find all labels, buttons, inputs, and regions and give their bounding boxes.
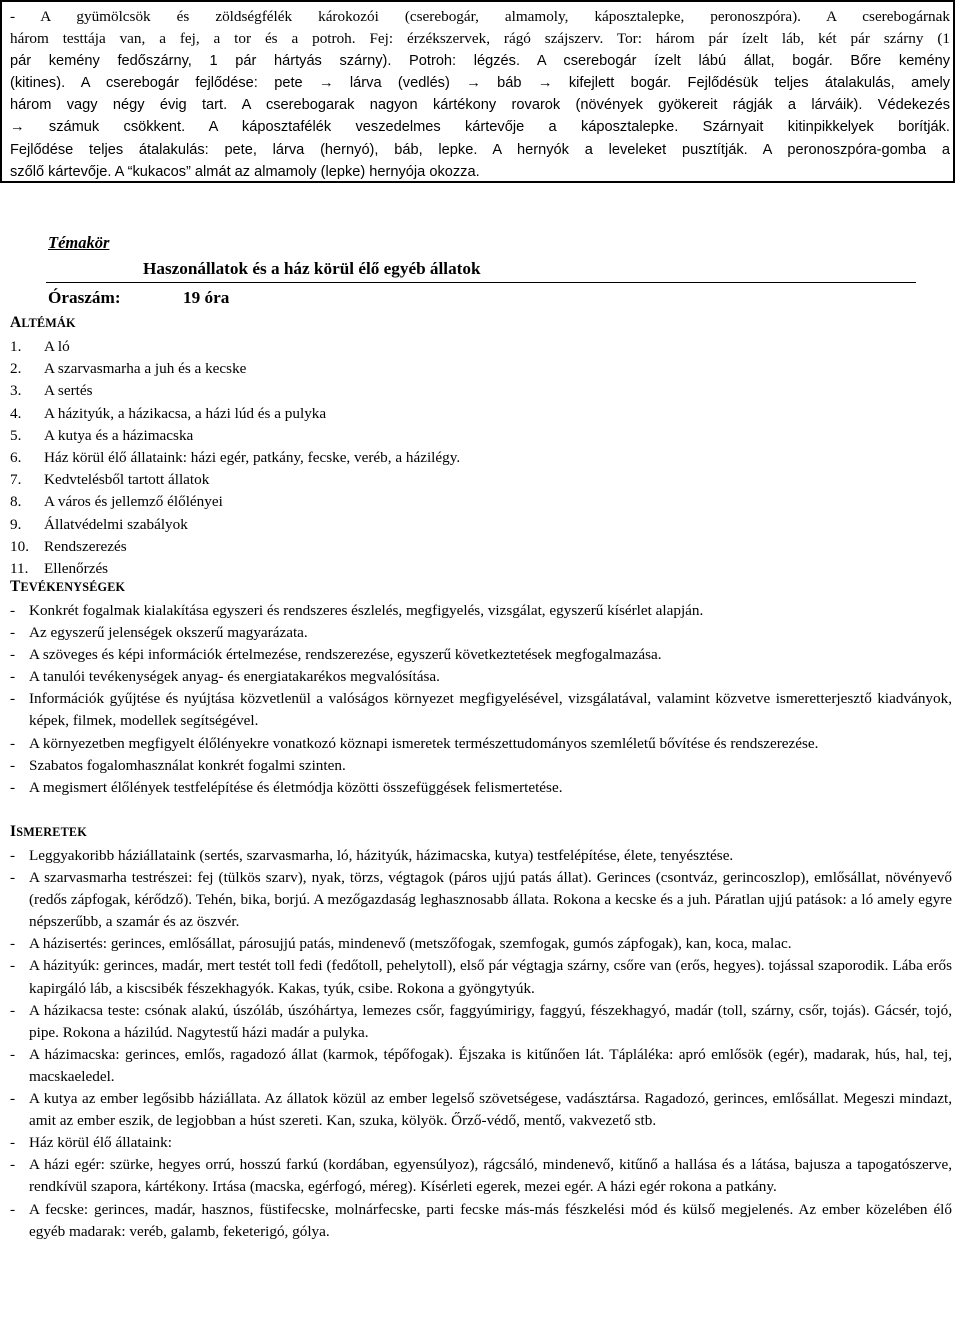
list-item xyxy=(10,514,460,536)
list-item xyxy=(10,380,460,402)
list-item xyxy=(10,558,460,580)
list-item: - Leggyakoribb háziállataink (sertés, szarvasmarha, ló, házityúk, házimacska, kutya) testfelépítése, élete, tenyésztése. xyxy=(10,845,952,867)
list-item: - A megismert élőlények testfelépítése és életmódja közötti összefüggések felismertetése. xyxy=(10,777,952,799)
list-item: - A házityúk: gerinces, madár, mert testét toll fedi (fedőtoll, pehelytoll), első pár végtagja szárny, csőre van (erős, hegyes). tojással szaporodik. Lába erős kapirgáló láb, a kiscsibék fészekhagyók. Kakas, tyúk, csibe. Rokona a gyöngytyúk. xyxy=(10,955,952,999)
list-item xyxy=(10,425,460,447)
item-number: 1. xyxy=(10,338,22,355)
item-number: 2. xyxy=(10,360,22,378)
ismeretek-list xyxy=(10,845,952,1243)
temakor-label: Témakör xyxy=(48,233,110,252)
list-item xyxy=(10,403,460,425)
item-number: 3. xyxy=(10,382,22,400)
intro-line: (kitines). A cserebogár fejlődése: pete → lárva (vedlés) → báb → kifejlett bogár. Fejlődésük teljes átalakulás, amely xyxy=(10,75,950,92)
intro-text-box xyxy=(0,0,955,183)
list-item: - A házi egér: szürke, hegyes orrú, hosszú farkú (kordában, egyensúlyoz), rágcsáló, mindenevő, kitűnő a hallása és a látása, bajusza a tapogatószerve, rendkívül szapora, kártékony. Irtása (macska, egérfogó, méreg). Kísérleti egerek, mezei egér. A házi egér rokona a patkány. xyxy=(10,1154,952,1198)
intro-line: három testtája van, a fej, a tor és a potroh. Fej: érzékszervek, rágó szájszerv. Tor: három pár ízelt láb, két pár szárny (1 xyxy=(10,30,950,48)
list-item: - A környezetben megfigyelt élőlényekre vonatkozó köznapi ismeretek természettudományos szemléletű bővítése és rendszerezése. xyxy=(10,733,952,755)
item-number: 4. xyxy=(10,404,22,422)
heading-cap: A xyxy=(10,314,22,331)
item-number: 7. xyxy=(10,471,22,489)
tevekenysegek-list xyxy=(10,600,952,799)
intro-line: - A gyümölcsök és zöldségfélék károkozói (cserebogár, almamoly, káposztalepke, peronoszpóra). A cserebogárnak xyxy=(10,8,950,25)
hours-value: 19 óra xyxy=(183,288,230,307)
item-text: A ló xyxy=(44,338,70,355)
topic-title: Haszonállatok és a ház körül élő egyéb állatok xyxy=(143,259,481,278)
item-text: A sertés xyxy=(44,382,93,400)
heading-rest: SMERETEK xyxy=(16,825,87,839)
item-text: Ellenőrzés xyxy=(44,559,109,577)
list-item: - Az egyszerű jelenségek okszerű magyarázata. xyxy=(10,622,952,644)
list-item: - A házimacska: gerinces, emlős, ragadozó állat (karmok, tépőfogak). Éjszaka is kitűnően lát. Tápláléka: apró emlősök (egér), madarak, hús, hal, tej, macskaeledel. xyxy=(10,1044,952,1088)
list-item: - A szöveges és képi információk értelmezése, rendszerezése, egyszerű következtetések megfogalmazása. xyxy=(10,644,952,666)
intro-line: három vagy négy évig tart. A cserebogarak nagyon kártékony rovarok (növények gyökereit rágják a lárváik). Védekezés xyxy=(10,97,950,114)
list-item: - A szarvasmarha testrészei: fej (tülkös szarv), nyak, törzs, végtagok (páros ujjú patás állat). Gerinces (csontváz, gerincoszlop), emlősállat, növényevő (redős zápfogak, kérődző). Tehén, bika, borjú. A mezőgazdaság leghasznosabb állata. Rokona a kecske és a juh. Páratlan ujjú patások: a ló amely egyre népszerűbb, a szamár és az öszvér. xyxy=(10,867,952,933)
heading-cap: T xyxy=(10,578,21,595)
intro-line: szőlő kártevője. A “kukacos” almát az almamoly (lepke) hernyója okozza. xyxy=(10,163,480,180)
list-item: - A tanulói tevékenységek anyag- és energiatakarékos megvalósítása. xyxy=(10,666,952,688)
heading-rest: EVÉKENYSÉGEK xyxy=(20,580,126,594)
list-item xyxy=(10,358,460,380)
list-item: - A kutya az ember legősibb háziállata. Az állatok közül az ember legelső szövetségese, vadásztársa. Ragadozó, gerinces, emlősállat. Megeszi mindazt, amit az ember eszik, de legjobban a húst szereti. Kan, szuka, kölyök. Őrző-védő, mentő, vakvezető stb. xyxy=(10,1088,952,1132)
item-text: Rendszerezés xyxy=(44,537,127,555)
list-item xyxy=(10,336,460,358)
item-text: A szarvasmarha a juh és a kecske xyxy=(44,360,247,378)
intro-line: pár kemény fedőszárny, 1 pár hártyás szárny). Potroh: légzés. A cserebogár ízelt lábú állat, bogár. Bőre kemény xyxy=(10,53,950,70)
heading-rest: LTÉMÁK xyxy=(21,316,76,330)
list-item xyxy=(10,447,460,469)
altemak-heading xyxy=(10,314,76,332)
item-text: Kedvtelésből tartott állatok xyxy=(44,471,210,489)
item-text: A város és jellemző élőlényei xyxy=(44,493,223,511)
tevekenysegek-heading xyxy=(10,578,125,596)
topic-divider xyxy=(46,282,916,283)
list-item: - A házisertés: gerinces, emlősállat, párosujjú patás, mindenevő (metszőfogak, szemfogak, gumós zápfogak), kan, koca, malac. xyxy=(10,933,952,955)
item-text: A kutya és a házimacska xyxy=(44,426,194,444)
heading-cap: I xyxy=(10,823,17,840)
list-item: - Információk gyűjtése és nyújtása közvetlenül a valóságos környezet megfigyelésével, vizsgálatával, valamint közvetve ismeretterjesztő kiadványok, képek, filmek, modellek segítségével. xyxy=(10,688,952,732)
item-text: Ház körül élő állataink: házi egér, patkány, fecske, veréb, a házilégy. xyxy=(44,448,461,466)
list-item: - Konkrét fogalmak kialakítása egyszeri és rendszeres észlelés, megfigyelés, vizsgálat, egyszerű kísérlet alapján. xyxy=(10,600,952,622)
item-number: 10. xyxy=(10,537,29,555)
intro-text xyxy=(10,6,950,183)
item-number: 6. xyxy=(10,448,22,466)
hours-label: Óraszám: xyxy=(48,288,121,307)
ismeretek-heading xyxy=(10,823,87,841)
item-number: 8. xyxy=(10,493,22,511)
list-item xyxy=(10,491,460,513)
item-text: A házityúk, a házikacsa, a házi lúd és a pulyka xyxy=(44,404,327,422)
intro-line: Fejlődése teljes átalakulás: pete, lárva (hernyó), báb, lepke. A hernyók a leveleket pusztítják. A peronoszpóra-gomba a xyxy=(10,141,950,158)
item-number: 9. xyxy=(10,515,22,533)
altemak-list xyxy=(10,336,460,580)
list-item xyxy=(10,536,460,558)
item-number: 5. xyxy=(10,426,22,444)
list-item xyxy=(10,469,460,491)
list-item: - A fecske: gerinces, madár, hasznos, füstifecske, molnárfecske, parti fecske más-más fészkelési mód és külső megjelenés. Az ember közelében élő egyéb madarak: veréb, galamb, feketerigó, gólya. xyxy=(10,1199,952,1243)
list-item: - Szabatos fogalomhasználat konkrét fogalmi szinten. xyxy=(10,755,952,777)
list-item: - Ház körül élő állataink: xyxy=(10,1132,952,1154)
list-item: - A házikacsa teste: csónak alakú, úszóláb, úszóhártya, lemezes csőr, faggyúmirigy, faggyú, fészekhagyó, madár (toll, szárny, csőr, tojás). Gácsér, tojó, pipe. Rokona a házilúd. Nagytestű házi madár a pulyka. xyxy=(10,1000,952,1044)
intro-line: → számuk csökkent. A káposztafélék veszedelmes kártevője a káposztalepke. Szárnyait kitinpikkelyek borítják. xyxy=(10,119,950,136)
item-number: 11. xyxy=(10,559,29,577)
item-text: Állatvédelmi szabályok xyxy=(44,515,188,533)
